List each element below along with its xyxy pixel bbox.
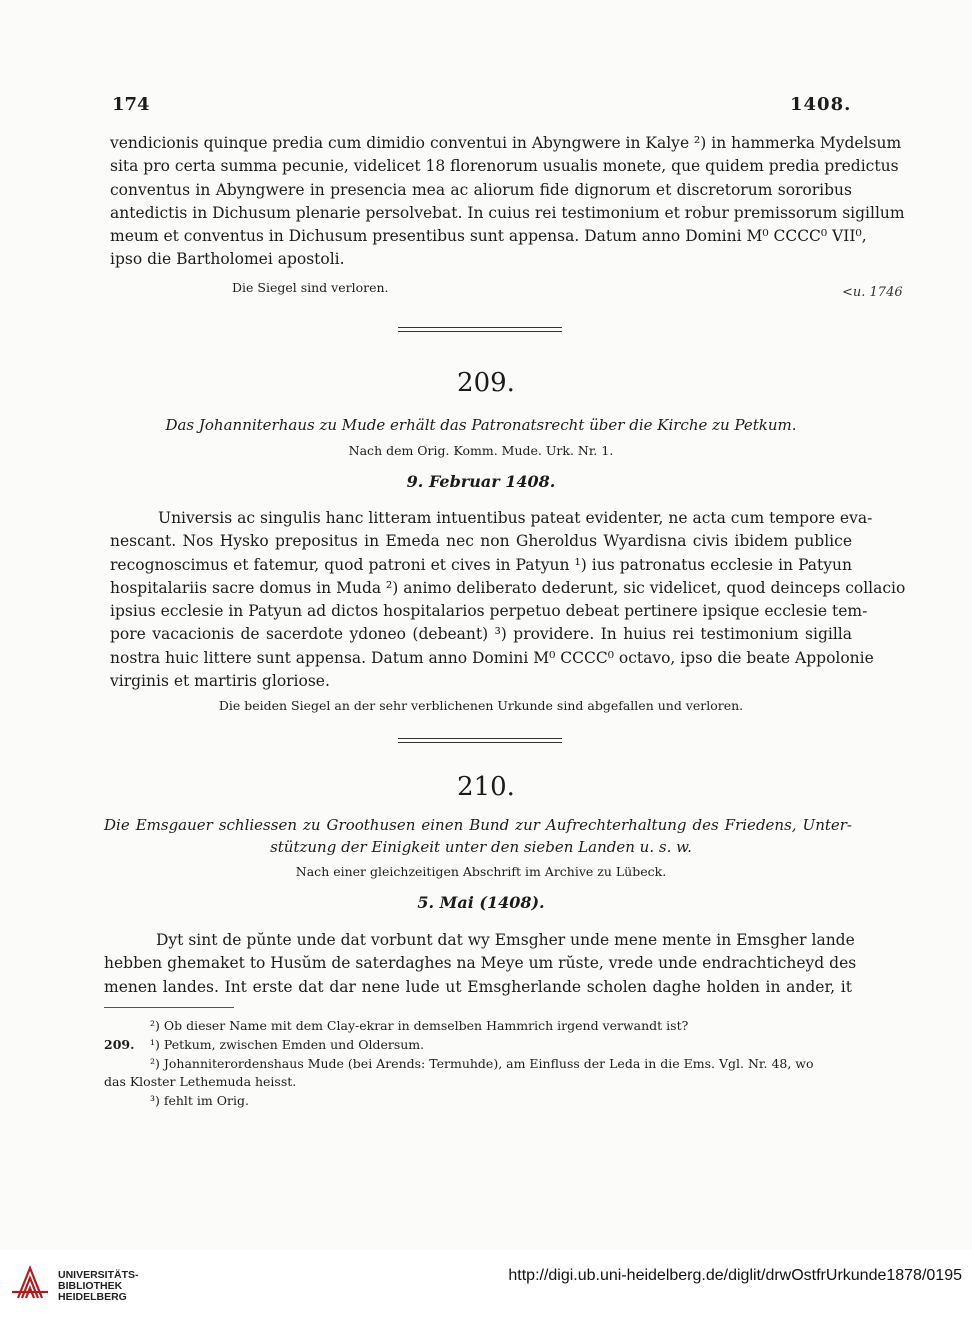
footnote-continued: das Kloster Lethemuda heisst. [104,1074,297,1089]
document-body [104,929,857,999]
text-line: ipso die Bartholomei apostoli. [110,250,345,269]
footnote: ¹) Petkum, zwischen Emden und Oldersum. [150,1037,425,1052]
text-line: recognoscimus et fatemur, quod patroni et cives in Patyun ¹) ius patronatus ecclesie in Patyun [110,555,852,574]
footnote: ²) Ob dieser Name mit dem Clay-ekrar in demselben Hammrich irgend verwandt ist? [150,1018,689,1033]
viewer-footer [0,1250,972,1325]
seal-note: Die Siegel sind verloren. [232,280,389,295]
source-note: Nach einer gleichzeitigen Abschrift im Archive zu Lübeck. [295,864,667,879]
running-year: 1408. [790,94,852,115]
library-name-line: BIBLIOTHEK [58,1280,123,1292]
text-line: ipsius ecclesie in Patyun ad dictos hospitalarios perpetuo debeat pertinere ipsique ecclesie tem- [110,602,868,621]
section-divider [398,327,562,328]
page-number: 174 [112,94,150,115]
text-line: Universis ac singulis hanc litteram intuentibus pateat evidenter, ne acta cum tempore eva- [158,509,873,527]
source-note: Nach dem Orig. Komm. Mude. Urk. Nr. 1. [348,443,614,458]
text-line: nostra huic littere sunt appensa. Datum anno Domini M⁰ CCCC⁰ octavo, ipso die beate Appolonie [110,648,874,667]
document-title: Die Emsgauer schliessen zu Groothusen einen Bund zur Aufrechterhaltung des Friedens, Unter- [104,816,852,834]
library-name-line: HEIDELBERG [58,1291,127,1303]
document-title: Das Johanniterhaus zu Mude erhält das Patronatsrecht über die Kirche zu Petkum. [165,416,797,434]
text-line: virginis et martiris gloriose. [110,672,330,691]
seal-note: Die beiden Siegel an der sehr verblichenen Urkunde sind abgefallen und verloren. [218,698,744,713]
document-title-continued: stützung der Einigkeit unter den sieben Landen u. s. w. [270,838,692,856]
document-date: 5. Mai (1408). [417,893,545,912]
intro-paragraph [110,132,905,272]
text-line: hospitalariis sacre domus in Muda ²) animo deliberato dederunt, sic videlicet, quod deinceps collacio [110,578,906,597]
section-divider [398,331,562,332]
document-number: 209. [457,368,515,398]
document-date: 9. Februar 1408. [406,472,556,491]
text-line: nescant. Nos Hysko prepositus in Emeda nec non Gheroldus Wyardisna civis ibidem publice [110,532,852,551]
text-line: sita pro certa summa pecunie, videlicet 18 florenorum usualis monete, que quidem predia predictus [110,157,899,176]
text-line: pore vacacionis de sacerdote ydoneo (debeant) ³) providere. In huius rei testimonium sigilla [110,625,852,644]
document-body [110,507,906,693]
text-line: menen landes. Int erste dat dar nene lude ut Emsgherlande scholen daghe holden in ander, it [104,977,852,996]
library-name [58,1270,139,1303]
text-line: meum et conventus in Dichusum presentibus sunt appensa. Datum anno Domini M⁰ CCCC⁰ VII⁰, [110,227,867,246]
footnote: ²) Johanniterordenshaus Mude (bei Arends: Termuhde), am Einfluss der Leda in die Ems. Vgl. Nr. 48, wo [150,1056,814,1071]
library-logo-icon[interactable] [10,1262,50,1302]
text-line: antedictis in Dichusum plenarie persolvebat. In cuius rei testimonium et robur premissorum sigillum [110,203,905,222]
section-divider [398,738,562,739]
footnote-divider [104,1007,234,1008]
footnote-section-label: 209. [104,1037,135,1052]
permalink-url[interactable]: http://digi.ub.uni-heidelberg.de/diglit/drwOstfrUrkunde1878/0195 [508,1267,962,1284]
text-line: hebben ghemaket to Husŭm de saterdaghes na Meye um rŭste, vrede unde endrachticheyd des [104,954,857,973]
library-name-line: UNIVERSITÄTS- [58,1269,139,1281]
section-divider [398,742,562,743]
text-line: vendicionis quinque predia cum dimidio conventui in Abyngwere in Kalye ²) in hammerka Mydelsum [110,134,902,152]
document-number: 210. [457,772,515,802]
text-line: conventus in Abyngwere in presencia mea ac aliorum fide dignorum et discretorum sororibus [110,180,852,199]
footnote: ³) fehlt im Orig. [150,1093,249,1108]
handwritten-annotation: <u. 1746 [842,285,903,300]
text-line: Dyt sint de pŭnte unde dat vorbunt dat wy Emsgher unde mene mente in Emsgher lande [156,931,855,949]
